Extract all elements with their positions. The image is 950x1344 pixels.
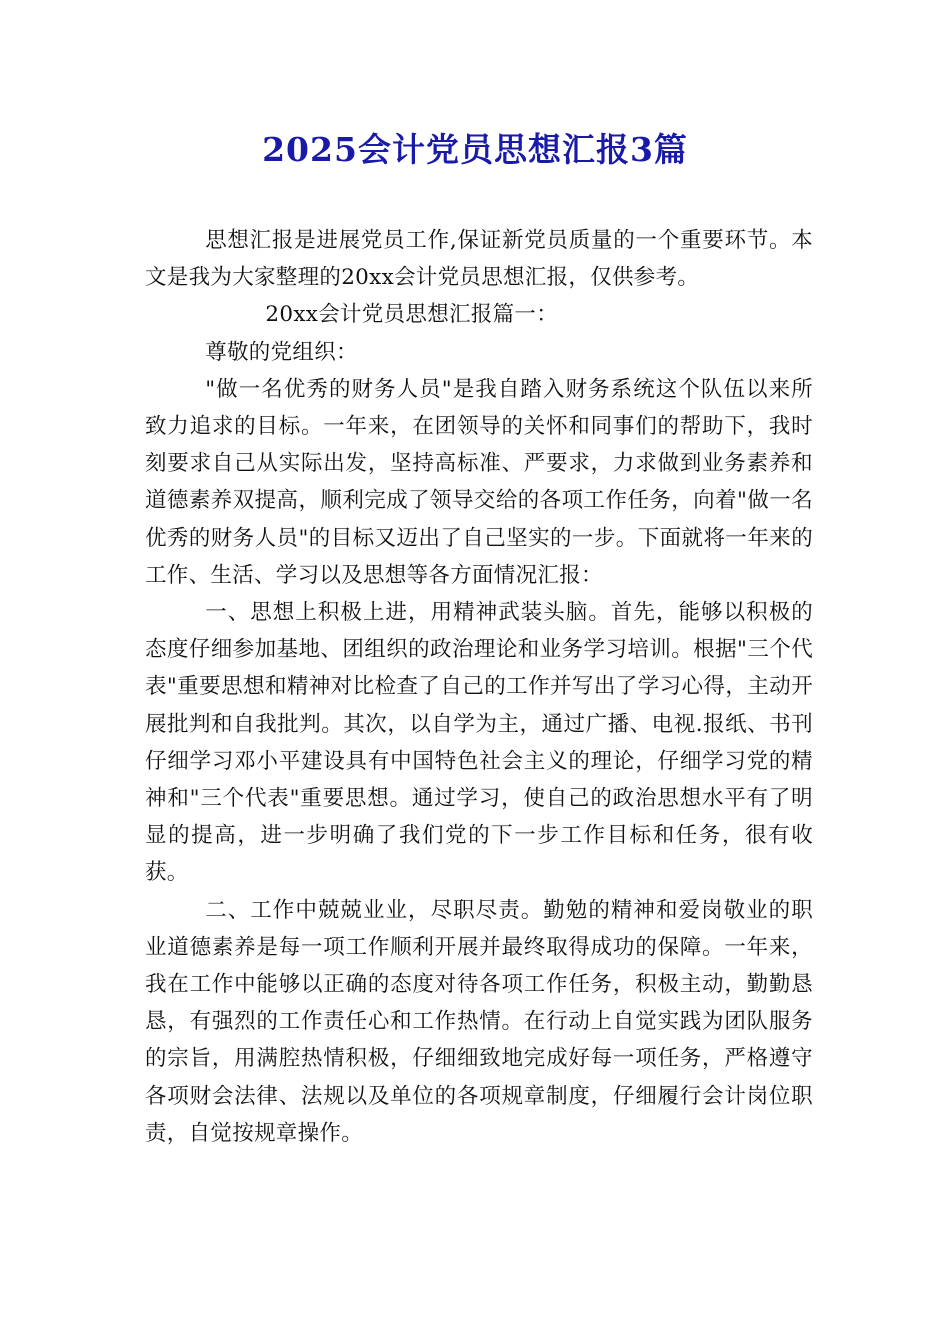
- salutation: 尊敬的党组织：: [205, 339, 358, 365]
- body-paragraph: 二、工作中兢兢业业，尽职尽责。勤勉的精神和爱岗敬业的职业道德素养是每一项工作顺利开展并最终取得成功的保障。一年来，我在工作中能够以正确的态度对待各项工作任务，积极主动，勤勤恳恳，有强烈的工作责任心和工作热情。在行动上自觉实践为团队服务的宗旨，用满腔热情积极，仔细细致地完成好每一项任务，严格遵守各项财会法律、法规以及单位的各项规章制度，仔细履行会计岗位职责，自觉按规章操作。: [145, 897, 813, 1146]
- section-heading: 20xx会计党员思想汇报篇一：: [265, 302, 558, 328]
- document-title: 2025会计党员思想汇报3篇: [262, 130, 688, 169]
- body-paragraph: "做一名优秀的财务人员"是我自踏入财务系统这个队伍以来所致力追求的目标。一年来，在团领导的关怀和同事们的帮助下，我时刻要求自己从实际出发，坚持高标准、严要求，力求做到业务素养和道德素养双提高，顺利完成了领导交给的各项工作任务，向着"做一名优秀的财务人员"的目标又迈出了自己坚实的一步。下面就将一年来的工作、生活、学习以及思想等各方面情况汇报：: [145, 376, 813, 588]
- intro-paragraph: 思想汇报是进展党员工作,保证新党员质量的一个重要环节。本文是我为大家整理的20xx会计党员思想汇报，仅供参考。: [145, 228, 813, 291]
- body-paragraph: 一、思想上积极上进，用精神武装头脑。首先，能够以积极的态度仔细参加基地、团组织的政治理论和业务学习培训。根据"三个代表"重要思想和精神对比检查了自己的工作并写出了学习心得，主动开展批判和自我批判。其次，以自学为主，通过广播、电视.报纸、书刊仔细学习邓小平建设具有中国特色社会主义的理论，仔细学习党的精神和"三个代表"重要思想。通过学习，使自己的政治思想水平有了明显的提高，进一步明确了我们党的下一步工作目标和任务，很有收获。: [145, 600, 813, 886]
- document-body: [145, 222, 813, 1152]
